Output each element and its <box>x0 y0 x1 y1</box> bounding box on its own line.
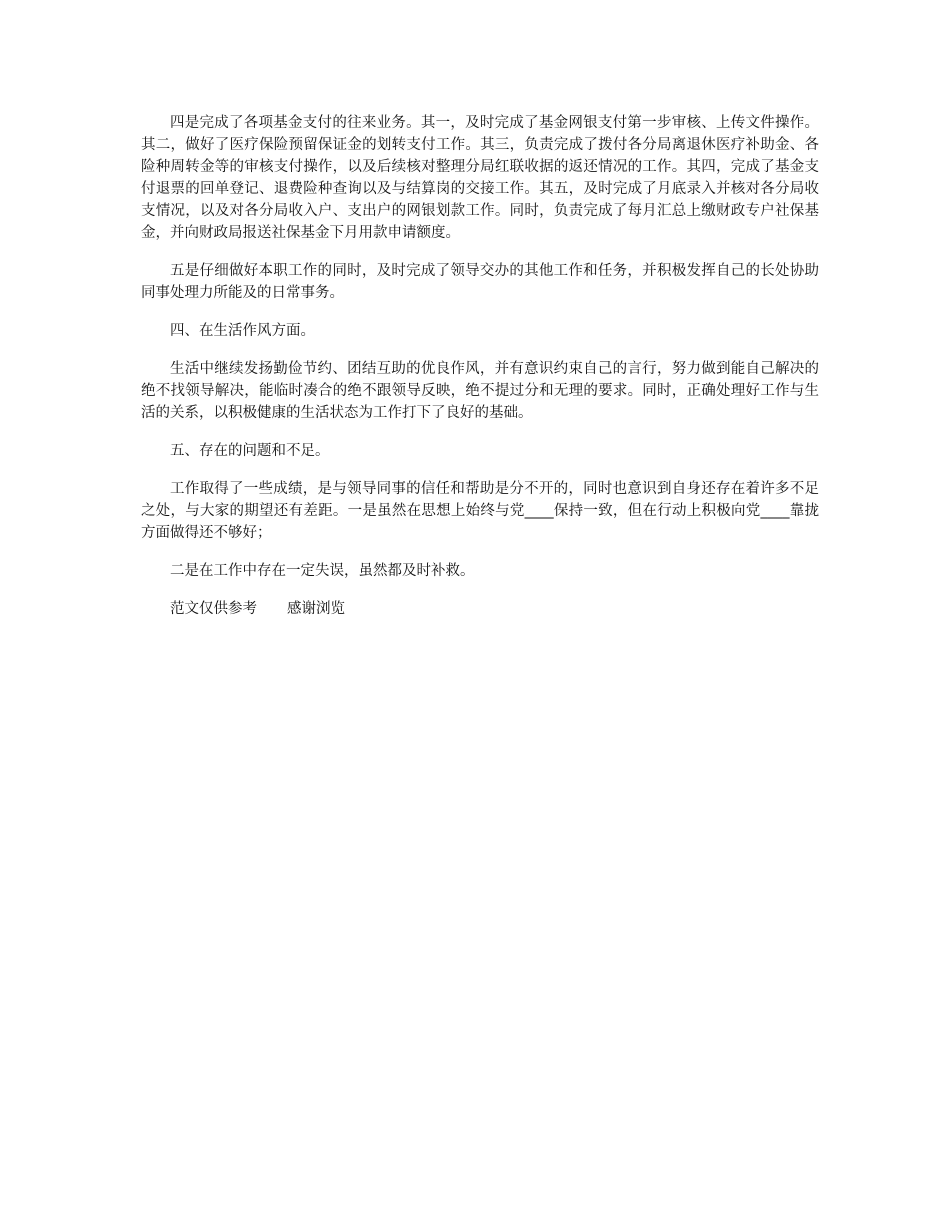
paragraph-other-duties: 五是仔细做好本职工作的同时，及时完成了领导交办的其他工作和任务，并积极发挥自己的长处协助同事处理力所能及的日常事务。 <box>141 263 819 301</box>
footer-note <box>141 598 819 620</box>
footer-thanks-text: 感谢浏览 <box>287 601 345 617</box>
footer-reference-text: 范文仅供参考 <box>170 601 257 617</box>
paragraph-lifestyle: 生活中继续发扬勤俭节约、团结互助的优良作风，并有意识约束自己的言行，努力做到能自己解决的绝不找领导解决，能临时凑合的绝不跟领导反映，绝不提过分和无理的要求。同时，正确处理好工作与生活的关系，以积极健康的生活状态为工作打下了良好的基础。 <box>141 361 819 421</box>
section-heading-problems: 五、存在的问题和不足。 <box>170 443 330 459</box>
paragraph-mistakes: 二是在工作中存在一定失误，虽然都及时补救。 <box>170 563 475 579</box>
paragraph-fund-payments: 四是完成了各项基金支付的往来业务。其一，及时完成了基金网银支付第一步审核、上传文件操作。其二，做好了医疗保险预留保证金的划转支付工作。其三，负责完成了拨付各分局离退休医疗补助金、各险种周转金等的审核支付操作，以及后续核对整理分局红联收据的返还情况的工作。其四，完成了基金支付退票的回单登记、退费险种查询以及与结算岗的交接工作。其五，及时完成了月底录入并核对各分局收支情况，以及对各分局收入户、支出户的网银划款工作。同时，负责完成了每月汇总上缴财政专户社保基金，并向财政局报送社保基金下月用款申请额度。 <box>141 115 819 241</box>
paragraph-problems: 工作取得了一些成绩，是与领导同事的信任和帮助是分不开的，同时也意识到自身还存在着许多不足之处，与大家的期望还有差距。一是虽然在思想上始终与党____保持一致，但在行动上积极向党____靠拢方面做得还不够好； <box>141 481 819 541</box>
section-heading-lifestyle: 四、在生活作风方面。 <box>170 323 315 339</box>
document-body <box>141 112 819 620</box>
